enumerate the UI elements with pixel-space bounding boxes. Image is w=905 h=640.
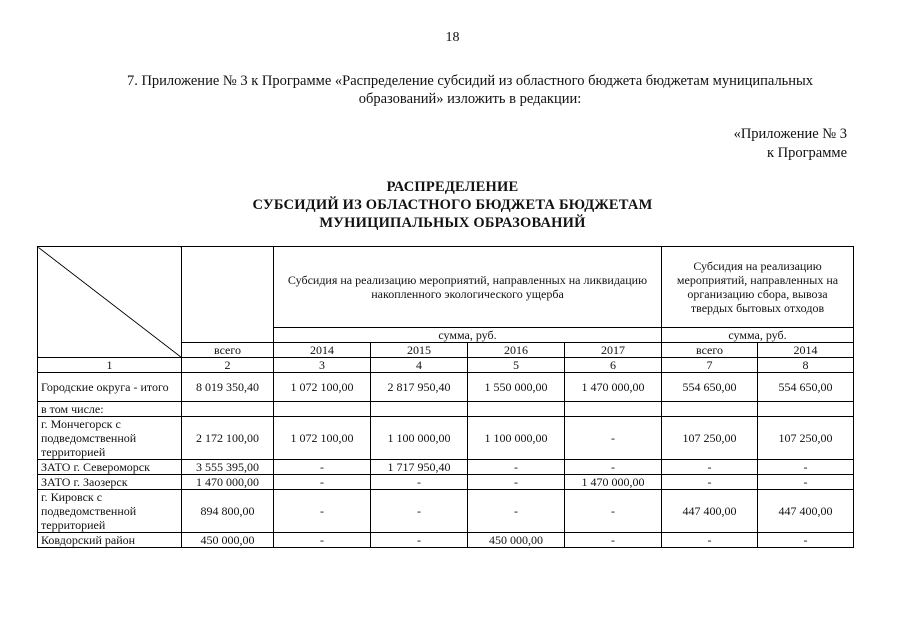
- cell-value: [565, 402, 662, 417]
- cell-value: 1 100 000,00: [468, 417, 565, 460]
- subsidy-table: [37, 246, 854, 548]
- row-name: Ковдорский район: [38, 533, 182, 548]
- row-name: Городские округа - итого: [38, 373, 182, 402]
- cell-value: -: [662, 533, 758, 548]
- cell-value: -: [274, 490, 371, 533]
- table-row: [38, 533, 854, 548]
- table-row: [38, 417, 854, 460]
- cell-value: 107 250,00: [758, 417, 854, 460]
- cell-value: -: [274, 533, 371, 548]
- cell-value: -: [565, 417, 662, 460]
- cell-value: [758, 402, 854, 417]
- cell-value: -: [371, 533, 468, 548]
- col-header: 2016: [468, 343, 565, 358]
- title-line-2: СУБСИДИЙ ИЗ ОБЛАСТНОГО БЮДЖЕТА БЮДЖЕТАМ: [252, 197, 653, 213]
- row-name: ЗАТО г. Североморск: [38, 460, 182, 475]
- cell-value: 1 550 000,00: [468, 373, 565, 402]
- table-row: [38, 475, 854, 490]
- col-header: 2015: [371, 343, 468, 358]
- cell-value: 447 400,00: [758, 490, 854, 533]
- col-number: 1: [38, 358, 182, 373]
- cell-value: -: [371, 490, 468, 533]
- cell-value: -: [662, 475, 758, 490]
- empty-header-cell: [182, 247, 274, 343]
- col-number: 4: [371, 358, 468, 373]
- col-number: 5: [468, 358, 565, 373]
- cell-value: [371, 402, 468, 417]
- cell-value: -: [274, 475, 371, 490]
- cell-value: 1 072 100,00: [274, 417, 371, 460]
- table-row: [38, 373, 854, 402]
- title-line-3: МУНИЦИПАЛЬНЫХ ОБРАЗОВАНИЙ: [319, 215, 586, 231]
- cell-value: 3 555 395,00: [182, 460, 274, 475]
- document-title: [0, 178, 905, 232]
- item-paragraph: 7. Приложение № 3 к Программе «Распределение субсидий из областного бюджета бюджетам муниципальных образований» изложить в редакции:: [126, 73, 814, 107]
- cell-value: 107 250,00: [662, 417, 758, 460]
- cell-value: -: [758, 533, 854, 548]
- appendix-line-2: к Программе: [766, 145, 847, 161]
- col-header: 2014: [758, 343, 854, 358]
- cell-value: [274, 402, 371, 417]
- cell-value: -: [565, 533, 662, 548]
- cell-value: 447 400,00: [662, 490, 758, 533]
- cell-value: -: [758, 460, 854, 475]
- group-header-waste: Субсидия на реализацию мероприятий, направленных на организацию сбора, вывоза твердых бытовых отходов: [662, 247, 854, 328]
- corner-header-cell: [38, 247, 182, 358]
- cell-value: -: [371, 475, 468, 490]
- cell-value: 8 019 350,40: [182, 373, 274, 402]
- title-line-1: РАСПРЕДЕЛЕНИЕ: [386, 179, 519, 195]
- cell-value: -: [468, 460, 565, 475]
- cell-value: -: [758, 475, 854, 490]
- col-number: 7: [662, 358, 758, 373]
- col-number: 6: [565, 358, 662, 373]
- page-number: 18: [445, 30, 460, 45]
- table-row: [38, 490, 854, 533]
- cell-value: 1 717 950,40: [371, 460, 468, 475]
- col-header: всего: [182, 343, 274, 358]
- cell-value: [468, 402, 565, 417]
- col-header: 2017: [565, 343, 662, 358]
- table-row: [38, 402, 854, 417]
- table-row: [38, 460, 854, 475]
- cell-value: -: [565, 490, 662, 533]
- cell-value: 554 650,00: [662, 373, 758, 402]
- cell-value: 450 000,00: [182, 533, 274, 548]
- col-number: 3: [274, 358, 371, 373]
- sum-label-waste: сумма, руб.: [662, 328, 854, 343]
- sum-label-ecology: сумма, руб.: [274, 328, 662, 343]
- cell-value: 1 470 000,00: [182, 475, 274, 490]
- cell-value: 894 800,00: [182, 490, 274, 533]
- cell-value: 2 172 100,00: [182, 417, 274, 460]
- col-number: 2: [182, 358, 274, 373]
- cell-value: 1 470 000,00: [565, 373, 662, 402]
- cell-value: -: [274, 460, 371, 475]
- row-name: г. Кировск с подведомственной территорией: [38, 490, 182, 533]
- cell-value: 1 470 000,00: [565, 475, 662, 490]
- col-number: 8: [758, 358, 854, 373]
- cell-value: [182, 402, 274, 417]
- appendix-reference: [734, 125, 847, 163]
- row-name: г. Мончегорск с подведомственной территорией: [38, 417, 182, 460]
- row-name: ЗАТО г. Заозерск: [38, 475, 182, 490]
- appendix-line-1: «Приложение № 3: [733, 126, 847, 142]
- col-header: всего: [662, 343, 758, 358]
- cell-value: -: [468, 490, 565, 533]
- cell-value: 1 100 000,00: [371, 417, 468, 460]
- col-header: 2014: [274, 343, 371, 358]
- group-header-ecology: Субсидия на реализацию мероприятий, направленных на ликвидацию накопленного экологического ущерба: [274, 247, 662, 328]
- cell-value: 1 072 100,00: [274, 373, 371, 402]
- cell-value: 554 650,00: [758, 373, 854, 402]
- cell-value: -: [662, 460, 758, 475]
- cell-value: 450 000,00: [468, 533, 565, 548]
- cell-value: -: [468, 475, 565, 490]
- cell-value: 2 817 950,40: [371, 373, 468, 402]
- cell-value: [662, 402, 758, 417]
- row-name: в том числе:: [38, 402, 182, 417]
- cell-value: -: [565, 460, 662, 475]
